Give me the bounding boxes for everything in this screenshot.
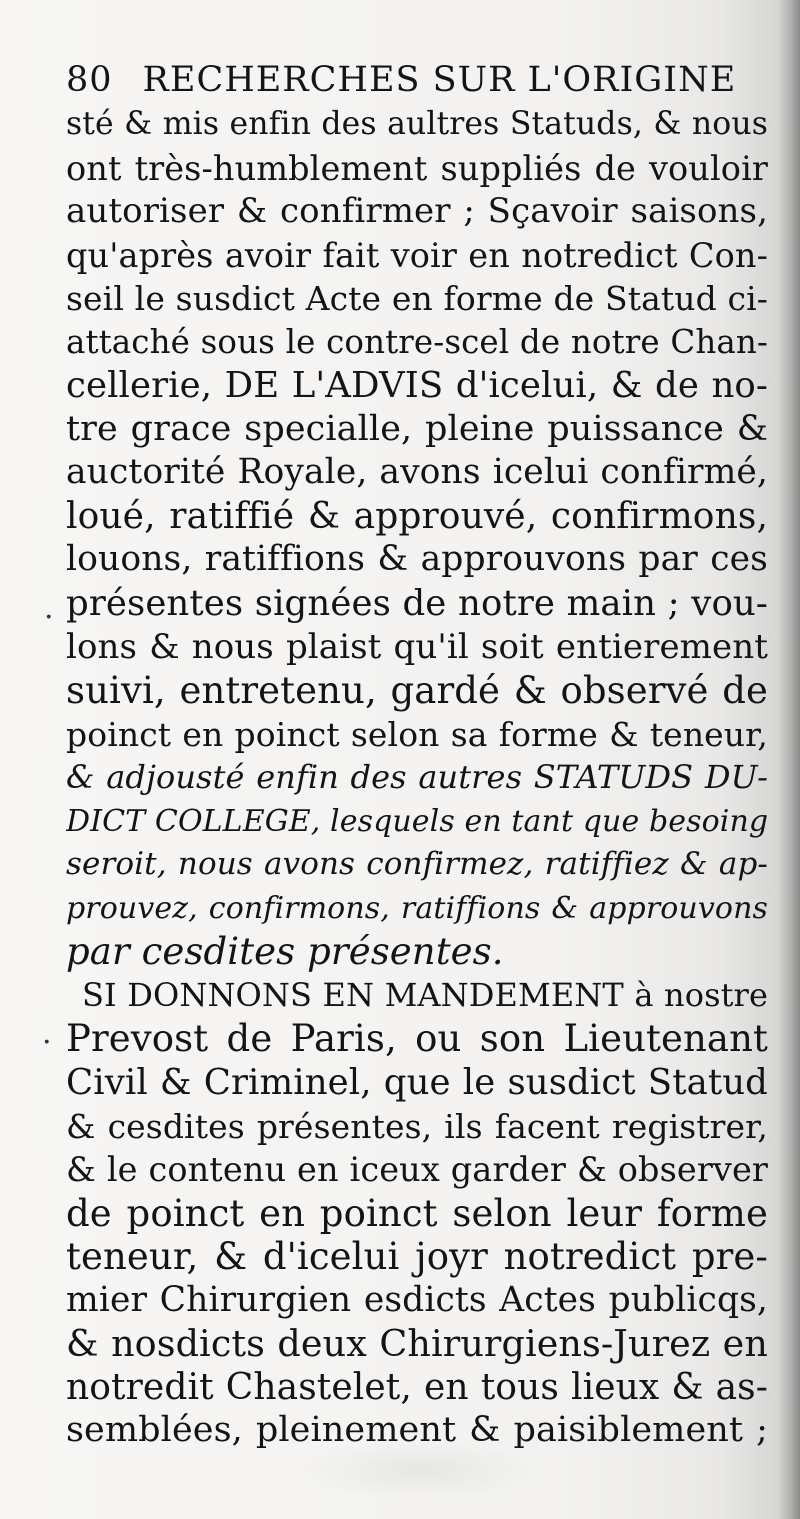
text-line: suivi, entretenu, gardé & observé de [66,669,768,713]
text-line: & cesdites présentes, ils facent registrer, [66,1106,768,1146]
margin-mark: . [44,591,54,626]
text-line: loué, ratiffié & approuvé, confirmons, [66,495,768,537]
text-line: louons, ratiffions & approuvons par ces [66,539,768,580]
italic-text-line: seroit, nous avons confirmez, ratiffiez & ap- [66,846,768,883]
italic-text-line: prouvez, confirmons, ratiffions & approuvons [66,890,768,926]
page-number: 80 [66,60,113,100]
text-line: poinct en poinct selon sa forme & teneur, [66,714,768,754]
text-line: attaché sous le contre-scel de notre Chan- [66,322,768,361]
text-line: semblées, pleinement & paisiblement ; [66,1410,768,1451]
text-line: & nosdicts deux Chirurgiens-Jurez en [66,1322,768,1366]
italic-text-line: & adjousté enfin des autres STATUDS DU- [66,758,768,797]
text-line: Civil & Criminel, que le susdict Statud [66,1062,768,1104]
italic-text-line: DICT COLLEGE, lesquels en tant que besoing [66,803,768,839]
text-line: de poinct en poinct selon leur forme [66,1191,768,1235]
text-line: présentes signées de notre main ; vou- [66,583,768,625]
running-header [66,60,766,100]
page-body [66,103,768,1453]
text-line: seil le susdict Acte en forme de Statud ci- [66,279,768,319]
text-line: auctorité Royale, avons icelui confirmé, [66,452,768,493]
text-line: autoriser & confirmer ; Sçavoir saisons, [66,191,768,232]
text-line: cellerie, DE L'ADVIS d'icelui, & de no- [66,365,768,407]
text-line: tre grace specialle, pleine puissance & [66,408,768,449]
text-line: notredit Chastelet, en tous lieux & as- [66,1366,768,1408]
margin-mark: · [42,1025,52,1060]
italic-text-line: par cesdites présentes. [66,930,504,974]
text-line: qu'après avoir fait voir en notredict Con- [66,235,768,275]
text-line: teneur, & d'icelui joyr notredict pre- [66,1235,768,1279]
page-gutter [778,0,800,1519]
text-line: & le contenu en iceux garder & observer [66,1150,768,1190]
text-line: lons & nous plaist qu'il soit entierement [66,626,768,667]
text-line: sté & mis enfin des aultres Statuds, & nous [66,106,768,142]
running-title: RECHERCHES SUR L'ORIGINE [142,60,737,100]
text-line: mier Chirurgien esdicts Actes publicqs, [66,1279,768,1320]
paragraph-start-line: SI DONNONS EN MANDEMENT à nostre [82,975,768,1014]
text-line: Prevost de Paris, ou son Lieutenant [66,1017,768,1061]
text-line: ont très-humblement suppliés de vouloir [66,148,768,188]
